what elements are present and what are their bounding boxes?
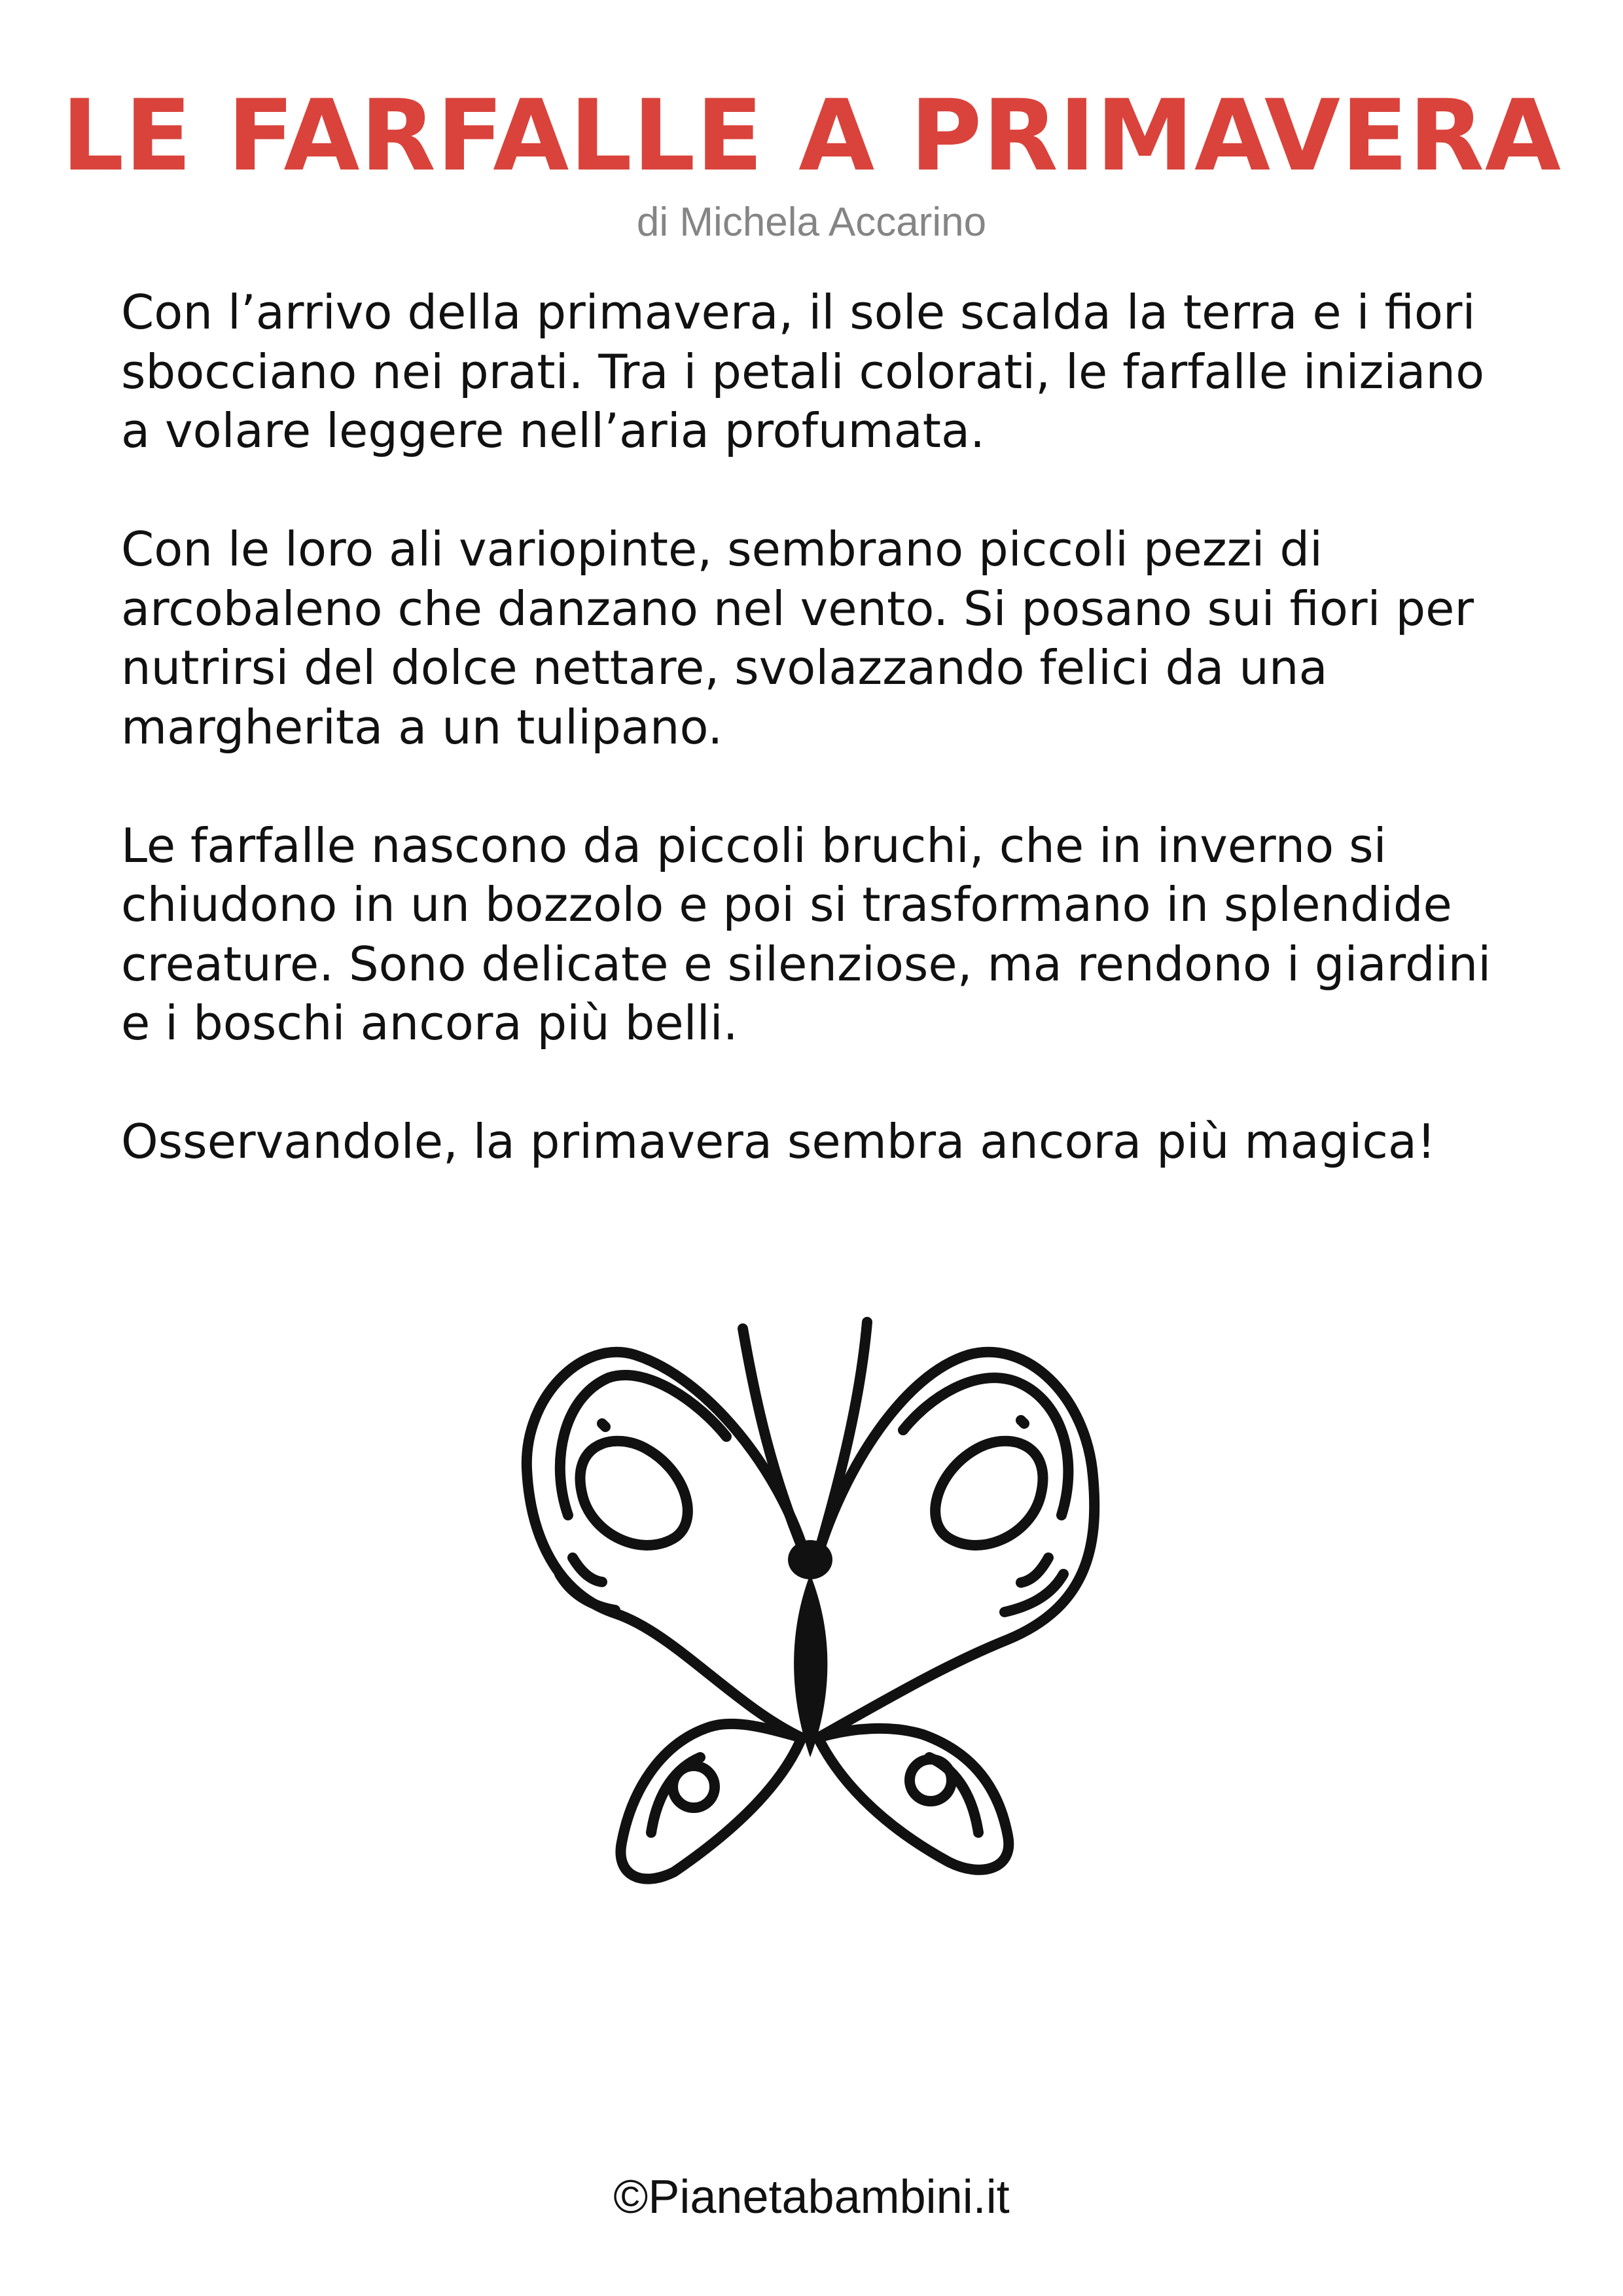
butterfly-icon bbox=[510, 1299, 1113, 1888]
page-title: LE FARFALLE A PRIMAVERA bbox=[61, 79, 1562, 193]
author-line: di Michela Accarino bbox=[636, 200, 987, 245]
copyright-footer: ©Pianetabambini.it bbox=[613, 2171, 1010, 2223]
paragraph-3: Le farfalle nascono da piccoli bruchi, che in inverno si chiudono in un bozzolo e poi si trasformano in splendide creature. Sono delicate e silenziose, ma rendono i giardini e i boschi ancora più belli. bbox=[121, 817, 1491, 1050]
paragraph-1: Con l’arrivo della primavera, il sole scalda la terra e i fiori sbocciano nei prati. Tra i petali colorati, le farfalle iniziano a volare leggere nell’aria profumata. bbox=[121, 285, 1485, 458]
paragraph-2: Con le loro ali variopinte, sembrano piccoli pezzi di arcobaleno che danzano nel vento. Si posano sui fiori per nutrirsi del dolce nettare, svolazzando felici da una margherita a un tulipano. bbox=[121, 522, 1474, 755]
story-text bbox=[121, 283, 1528, 1230]
paragraph-4: Osservandole, la primavera sembra ancora più magica! bbox=[121, 1114, 1436, 1169]
